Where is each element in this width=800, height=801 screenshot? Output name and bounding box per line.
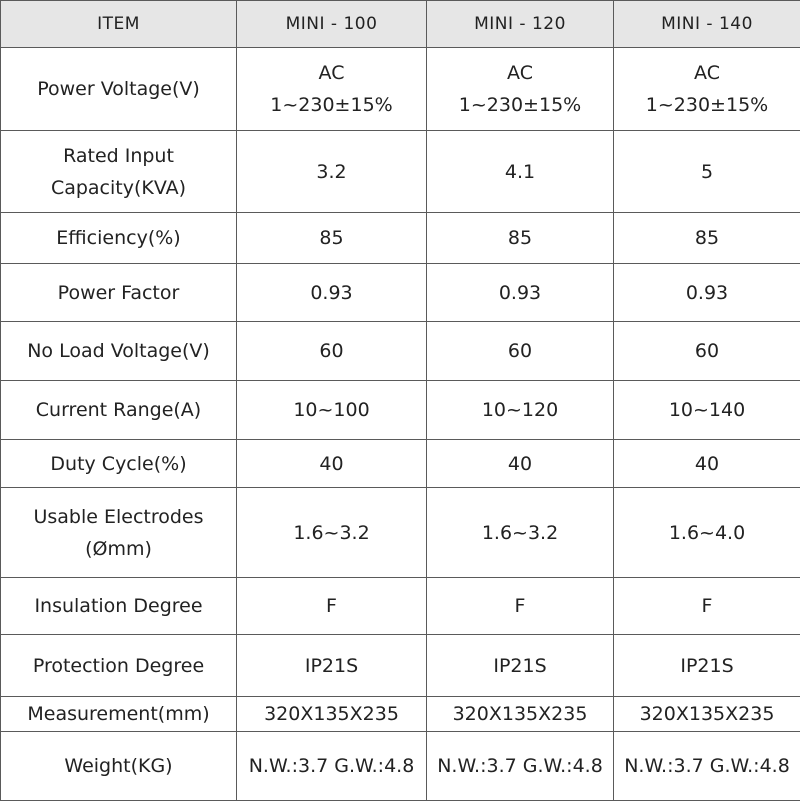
row-power-voltage <box>1 48 800 131</box>
cell-mini-140: N.W.:3.7 G.W.:4.8 <box>614 732 800 801</box>
cell-mini-100: 3.2 <box>237 131 427 213</box>
label-line: Rated Input <box>5 140 232 172</box>
cell-mini-140: 0.93 <box>614 264 800 322</box>
row-label: Insulation Degree <box>1 578 237 635</box>
cell-mini-140: 1.6~4.0 <box>614 488 800 578</box>
row-label: Current Range(A) <box>1 381 237 440</box>
cell-mini-140: 10~140 <box>614 381 800 440</box>
row-label <box>1 131 237 213</box>
cell-mini-120: N.W.:3.7 G.W.:4.8 <box>427 732 614 801</box>
row-usable-electrodes <box>1 488 800 578</box>
row-duty-cycle <box>1 440 800 488</box>
row-label: Weight(KG) <box>1 732 237 801</box>
row-current-range <box>1 381 800 440</box>
cell-mini-100: 40 <box>237 440 427 488</box>
cell-mini-100: 1.6~3.2 <box>237 488 427 578</box>
value-line: 1~230±15% <box>431 89 609 121</box>
cell-mini-120: 1.6~3.2 <box>427 488 614 578</box>
header-model-mini-100: MINI - 100 <box>237 1 427 48</box>
row-label: Efficiency(%) <box>1 213 237 264</box>
label-line: (Ømm) <box>5 533 232 565</box>
row-protection-degree <box>1 635 800 697</box>
value-line: 1~230±15% <box>241 89 422 121</box>
header-model-mini-120: MINI - 120 <box>427 1 614 48</box>
row-no-load-voltage <box>1 322 800 381</box>
value-line: AC <box>431 57 609 89</box>
cell-mini-120: 0.93 <box>427 264 614 322</box>
cell-mini-120: 85 <box>427 213 614 264</box>
value-line: AC <box>241 57 422 89</box>
cell-mini-140: 5 <box>614 131 800 213</box>
cell-mini-100: 320X135X235 <box>237 697 427 732</box>
cell-mini-140: F <box>614 578 800 635</box>
cell-mini-120: 60 <box>427 322 614 381</box>
cell-mini-100 <box>237 48 427 131</box>
cell-mini-100: 0.93 <box>237 264 427 322</box>
header-row <box>1 1 800 48</box>
cell-mini-120: 40 <box>427 440 614 488</box>
label-line: Usable Electrodes <box>5 501 232 533</box>
row-efficiency <box>1 213 800 264</box>
header-model-mini-140: MINI - 140 <box>614 1 800 48</box>
cell-mini-140: 85 <box>614 213 800 264</box>
row-weight <box>1 732 800 801</box>
row-label: Measurement(mm) <box>1 697 237 732</box>
cell-mini-100: 60 <box>237 322 427 381</box>
row-power-factor <box>1 264 800 322</box>
row-label: No Load Voltage(V) <box>1 322 237 381</box>
label-line: Power Voltage(V) <box>5 73 232 105</box>
header-item: ITEM <box>1 1 237 48</box>
row-label <box>1 48 237 131</box>
cell-mini-120 <box>427 48 614 131</box>
value-line: AC <box>618 57 796 89</box>
cell-mini-140: 40 <box>614 440 800 488</box>
cell-mini-120: 4.1 <box>427 131 614 213</box>
cell-mini-120: 10~120 <box>427 381 614 440</box>
cell-mini-120: IP21S <box>427 635 614 697</box>
cell-mini-120: F <box>427 578 614 635</box>
cell-mini-140: 60 <box>614 322 800 381</box>
row-label <box>1 488 237 578</box>
value-line: 1~230±15% <box>618 89 796 121</box>
row-insulation-degree <box>1 578 800 635</box>
row-label: Power Factor <box>1 264 237 322</box>
cell-mini-100: F <box>237 578 427 635</box>
row-label: Protection Degree <box>1 635 237 697</box>
cell-mini-140: IP21S <box>614 635 800 697</box>
cell-mini-100: 10~100 <box>237 381 427 440</box>
cell-mini-140 <box>614 48 800 131</box>
row-measurement <box>1 697 800 732</box>
cell-mini-100: IP21S <box>237 635 427 697</box>
cell-mini-120: 320X135X235 <box>427 697 614 732</box>
row-label: Duty Cycle(%) <box>1 440 237 488</box>
cell-mini-140: 320X135X235 <box>614 697 800 732</box>
cell-mini-100: 85 <box>237 213 427 264</box>
row-rated-input-capacity <box>1 131 800 213</box>
cell-mini-100: N.W.:3.7 G.W.:4.8 <box>237 732 427 801</box>
label-line: Capacity(KVA) <box>5 172 232 204</box>
